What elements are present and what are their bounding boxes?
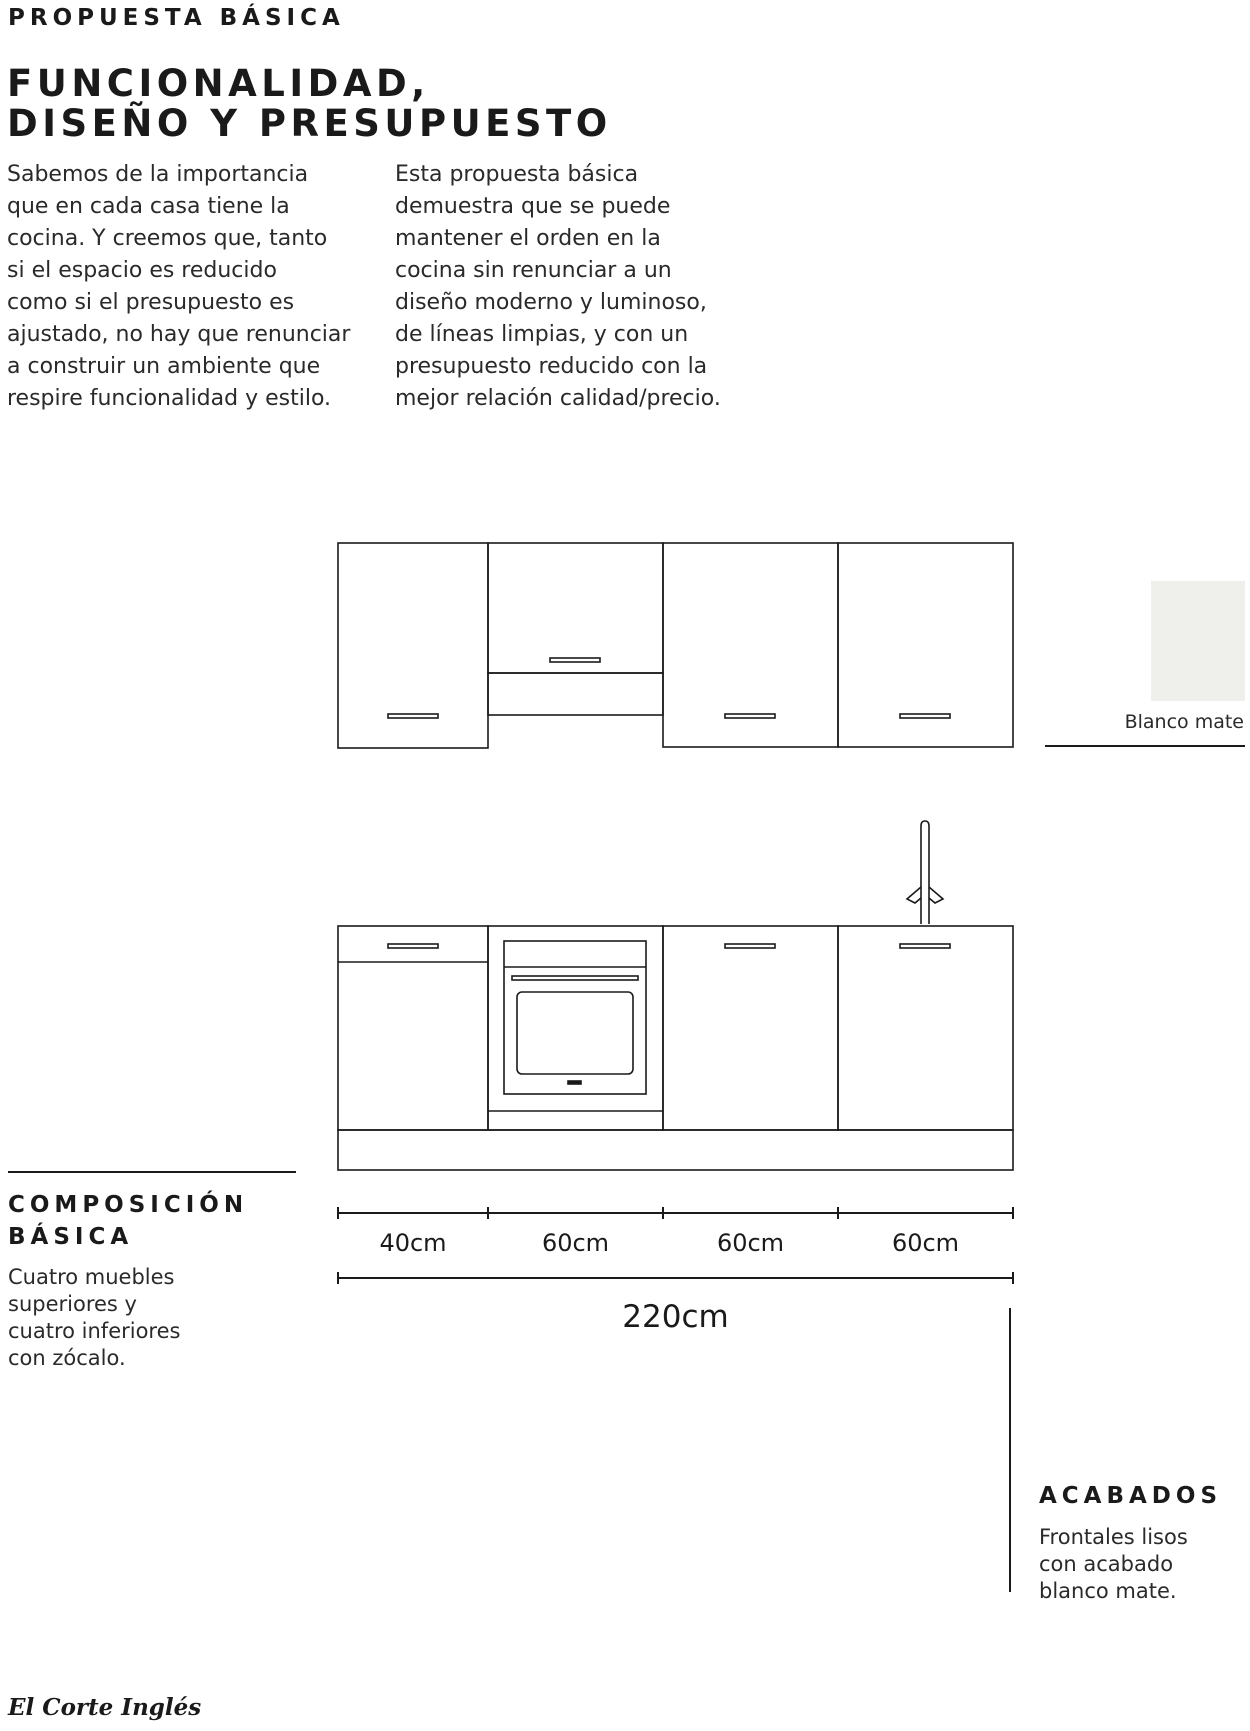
intro-line: Sabemos de la importancia [7,162,309,187]
upper-cabinet-2 [488,543,663,673]
handle-icon [725,944,775,948]
composition-heading [8,1189,248,1253]
handle-icon [900,714,950,718]
intro-line: de líneas limpias, y con un [395,322,689,347]
composition-text-line: con zócalo. [8,1346,126,1370]
upper-cabinet-4 [838,543,1013,747]
finishes-text-line: con acabado [1039,1552,1174,1576]
plinth [338,1130,1013,1170]
intro-line: como si el presupuesto es [7,290,295,315]
finish-swatch [1151,581,1245,701]
intro-line: mejor relación calidad/precio. [395,386,721,411]
oven-icon [504,941,646,1094]
intro-line: a construir un ambiente que [7,354,321,379]
composition-heading-line-2: BÁSICA [8,1224,134,1250]
composition-text-line: Cuatro muebles [8,1265,175,1289]
dimension-label-3: 60cm [716,1229,785,1257]
intro-line: que en cada casa tiene la [7,194,290,219]
intro-line: respire funcionalidad y estilo. [7,386,332,411]
page-title-line-1: FUNCIONALIDAD, [7,62,430,105]
intro-line: cocina sin renunciar a un [395,258,672,283]
handle-icon [725,714,775,718]
intro-line: cocina. Y creemos que, tanto [7,226,328,251]
page-title-line-2: DISEÑO Y PRESUPUESTO [7,102,612,145]
composition-text-line: cuatro inferiores [8,1319,181,1343]
handle-icon [900,944,950,948]
upper-cabinet-2-extractor [488,673,663,715]
swatch-rule [1045,745,1245,747]
finishes-text-line: blanco mate. [1039,1579,1177,1603]
intro-line: ajustado, no hay que renunciar [7,322,351,347]
dimension-lines [338,1207,1013,1592]
intro-line: diseño moderno y luminoso, [395,290,707,315]
upper-cabinet-3 [663,543,838,747]
intro-line: presupuesto reducido con la [395,354,708,379]
lower-cabinet-1 [338,926,488,1130]
intro-line: Esta propuesta básica [395,162,639,187]
oven-handle-icon [512,976,638,980]
finishes-text [1039,1524,1188,1605]
oven-window [517,992,633,1074]
dimension-label-2: 60cm [541,1229,610,1257]
finish-swatch-label: Blanco mate [1124,711,1244,733]
handle-icon [550,658,600,662]
handle-icon [388,944,438,948]
handle-icon [388,714,438,718]
composition-rule [8,1171,296,1173]
composition-text [8,1264,180,1372]
lower-cabinet-4 [838,926,1013,1130]
brand-logo: El Corte Inglés [8,1694,202,1721]
upper-cabinets [338,543,1013,748]
intro-line: si el espacio es reducido [7,258,277,283]
composition-heading-line-1: COMPOSICIÓN [8,1192,249,1218]
lower-cabinet-2-oven-housing [488,926,663,1130]
lower-cabinets [338,926,1013,1170]
intro-line: mantener el orden en la [395,226,661,251]
dimension-label-1: 40cm [379,1229,447,1257]
lower-cabinet-3 [663,926,838,1130]
finishes-text-line: Frontales lisos [1039,1525,1188,1549]
oven-knob-icon [568,1081,581,1084]
intro-line: demuestra que se puede [395,194,671,219]
page-kicker: PROPUESTA BÁSICA [8,5,345,31]
finishes-heading: ACABADOS [1039,1483,1223,1509]
composition-text-line: superiores y [8,1292,137,1316]
tap-icon [907,821,943,924]
dimension-label-4: 60cm [891,1229,960,1257]
dimension-total-label: 220cm [622,1299,729,1335]
